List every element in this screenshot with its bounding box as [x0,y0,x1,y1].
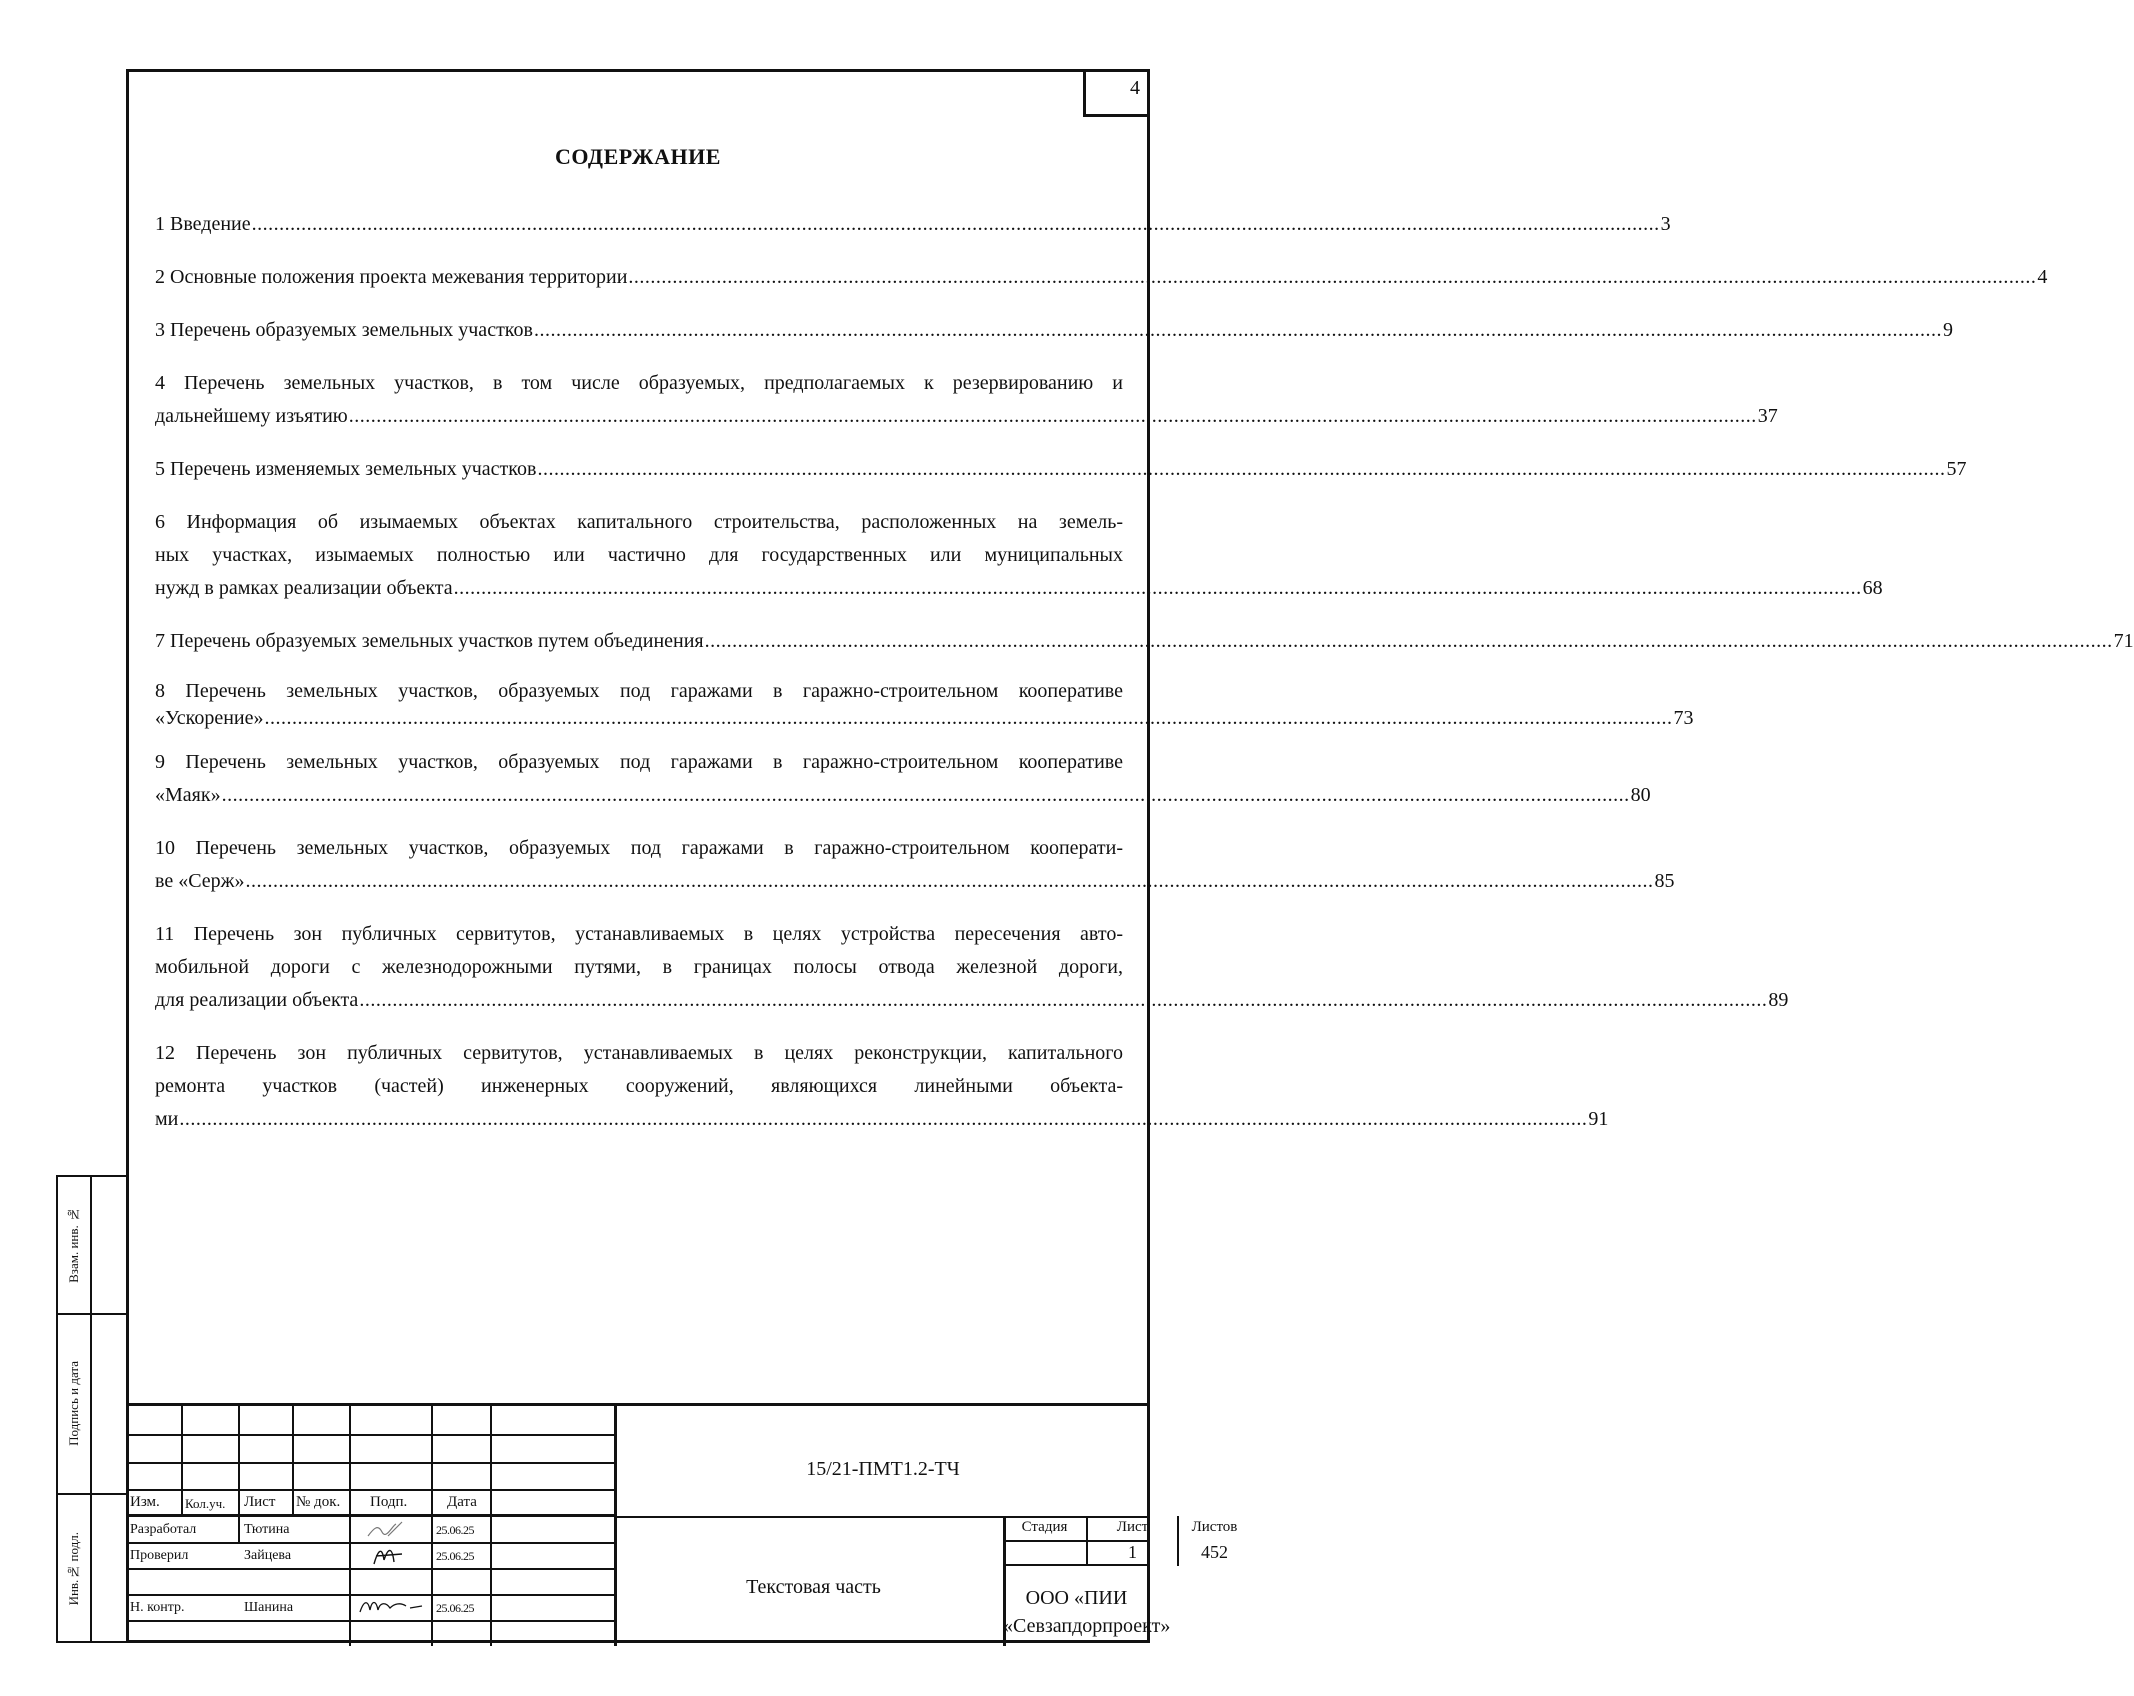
header-doc: № док. [296,1494,341,1510]
date-proveril: 25.06.25 [436,1549,474,1563]
sheet-label: Лист [1116,1519,1149,1535]
toc-entry-text: 9 Перечень земельных участков, образуемых под гаражами в гаражно-строительном кооперативе [155,751,1123,773]
toc-entry[interactable] [155,367,1778,433]
header-list: Лист [244,1494,276,1510]
sheet-value: 1 [1128,1542,1137,1562]
toc-line [155,261,2048,294]
toc-page-number: 3 [1660,213,1671,235]
toc-line [155,1103,1609,1136]
side-stamp [56,1175,126,1643]
toc-line [155,832,1123,865]
toc-line [155,314,1953,347]
sheets-label: Листов [1191,1519,1238,1535]
page-number: 4 [1083,69,1150,117]
toc-entry-text: 11 Перечень зон публичных сервитутов, устанавливаемых в целях устройства пересечения авто- [155,923,1123,945]
name-razrabotal: Тютина [244,1522,290,1537]
toc-page-number: 91 [1588,1108,1609,1130]
page-title: СОДЕРЖАНИЕ [555,144,721,169]
toc-entry[interactable] [155,625,2134,658]
toc-line [155,208,1671,241]
toc-entry-text: ремонта участков (частей) инженерных сооружений, являющихся линейными объекта- [155,1075,1123,1097]
toc-entry-text: 1 Введение [155,213,251,235]
toc-line [155,984,1789,1017]
header-date: Дата [447,1494,477,1510]
toc-entry[interactable] [155,208,1671,241]
toc-line [155,779,1651,812]
toc-entry-text: 2 Основные положения проекта межевания территории [155,266,628,288]
side-label-inv: Инв.№ подл. [66,1532,81,1606]
toc-entry[interactable] [155,314,1953,347]
toc-page-number: 85 [1654,870,1675,892]
org-line-1: ООО «ПИИ [1025,1587,1128,1609]
role-n-kontr: Н. контр. [130,1600,185,1615]
toc-entry-text: ных участках, изымаемых полностью или частично для государственных или муниципальных [155,544,1123,566]
toc-leader-dots [358,984,1768,1017]
toc-line [155,678,1123,705]
document-title: Текстовая часть [746,1576,881,1598]
sheets-value: 452 [1201,1542,1228,1562]
toc-entry[interactable] [155,453,1967,486]
role-razrabotal: Разработал [130,1522,197,1537]
toc-leader-dots [244,865,1654,898]
toc-entry-text: 10 Перечень земельных участков, образуемых под гаражами в гаражно-строительном кооперати- [155,837,1123,859]
side-label-podpis: Подпись и дата [66,1360,81,1446]
toc-entry[interactable] [155,746,1651,812]
toc-leader-dots [453,572,1863,605]
side-label-vzam: Взам. инв. № [66,1207,81,1283]
toc-leader-dots [264,705,1674,732]
toc-entry-text: для реализации объекта [155,989,359,1011]
toc-line [155,400,1778,433]
toc-entry[interactable] [155,1037,1609,1136]
toc-entry-text: 3 Перечень образуемых земельных участков [155,319,533,341]
toc-line [155,1070,1123,1103]
toc-line [155,951,1123,984]
name-n-kontr: Шанина [244,1600,294,1615]
name-proveril: Зайцева [244,1548,292,1563]
toc-page-number: 71 [2113,630,2134,652]
toc-entry[interactable] [155,261,2048,294]
toc-page-number: 89 [1768,989,1789,1011]
toc-entry-text: 8 Перечень земельных участков, образуемых под гаражами в гаражно-строительном кооперативе [155,680,1123,702]
toc-entry-text: 5 Перечень изменяемых земельных участков [155,458,537,480]
signature-tyutina [362,1518,412,1542]
toc-entry[interactable] [155,678,1694,732]
header-kol: Кол.уч. [185,1496,226,1511]
date-razrabotal: 25.06.25 [436,1523,474,1537]
toc-line [155,918,1123,951]
signature-zaytseva [366,1542,416,1568]
stage-label: Стадия [1021,1519,1068,1535]
role-proveril: Проверил [130,1548,189,1563]
title-block [126,1403,1238,1646]
toc-entry[interactable] [155,506,1883,605]
toc-line [155,539,1123,572]
toc-entry-text: 4 Перечень земельных участков, в том числе образуемых, предполагаемых к резервированию и [155,372,1123,394]
toc-entry-text: 6 Информация об изымаемых объектах капитального строительства, расположенных на земель- [155,511,1123,533]
toc-page-number: 80 [1630,784,1651,806]
toc-leader-dots [536,453,1946,486]
toc-entry-text: 12 Перечень зон публичных сервитутов, устанавливаемых в целях реконструкции, капитального [155,1042,1123,1064]
toc-line [155,506,1123,539]
organization [1003,1584,1171,1640]
toc-line [155,1037,1123,1070]
toc-leader-dots [704,625,2114,658]
toc-leader-dots [533,314,1943,347]
toc-line [155,572,1883,605]
header-podp: Подп. [370,1494,408,1510]
toc-entry[interactable] [155,918,1789,1017]
toc-leader-dots [251,208,1661,241]
toc-entry-text: нужд в рамках реализации объекта [155,577,453,599]
toc-page-number: 4 [2037,266,2048,288]
toc-entry-text: мобильной дороги с железнодорожными путями, в границах полосы отвода железной дороги, [155,956,1123,978]
toc-page-number: 57 [1946,458,1967,480]
toc-page-number: 73 [1673,707,1694,729]
date-n-kontr: 25.06.25 [436,1601,474,1615]
toc-line [155,746,1123,779]
toc-line [155,625,2134,658]
toc-entry-text: 7 Перечень образуемых земельных участков путем объединения [155,630,704,652]
org-line-2: «Севзапдорпроект» [1003,1615,1171,1637]
toc-leader-dots [221,779,1631,812]
signature-shanina [356,1592,428,1618]
toc-line [155,705,1694,732]
toc-leader-dots [627,261,2037,294]
toc-leader-dots [348,400,1758,433]
toc-page-number: 37 [1757,405,1778,427]
toc-entry-text: ми [155,1108,179,1130]
toc-entry-text: дальнейшему изъятию [155,405,348,427]
toc-entry-text: ве «Серж» [155,870,245,892]
toc-entry[interactable] [155,832,1675,898]
toc-line [155,367,1123,400]
toc-leader-dots [178,1103,1588,1136]
document-number: 15/21-ПМТ1.2-ТЧ [806,1458,960,1480]
toc-line [155,453,1967,486]
header-izm: Изм. [130,1494,160,1510]
toc-page-number: 68 [1862,577,1883,599]
toc-line [155,865,1675,898]
toc-entry-text: «Маяк» [155,784,221,806]
toc-entry-text: «Ускорение» [155,707,264,729]
table-of-contents [155,208,2134,1156]
toc-page-number: 9 [1942,319,1953,341]
